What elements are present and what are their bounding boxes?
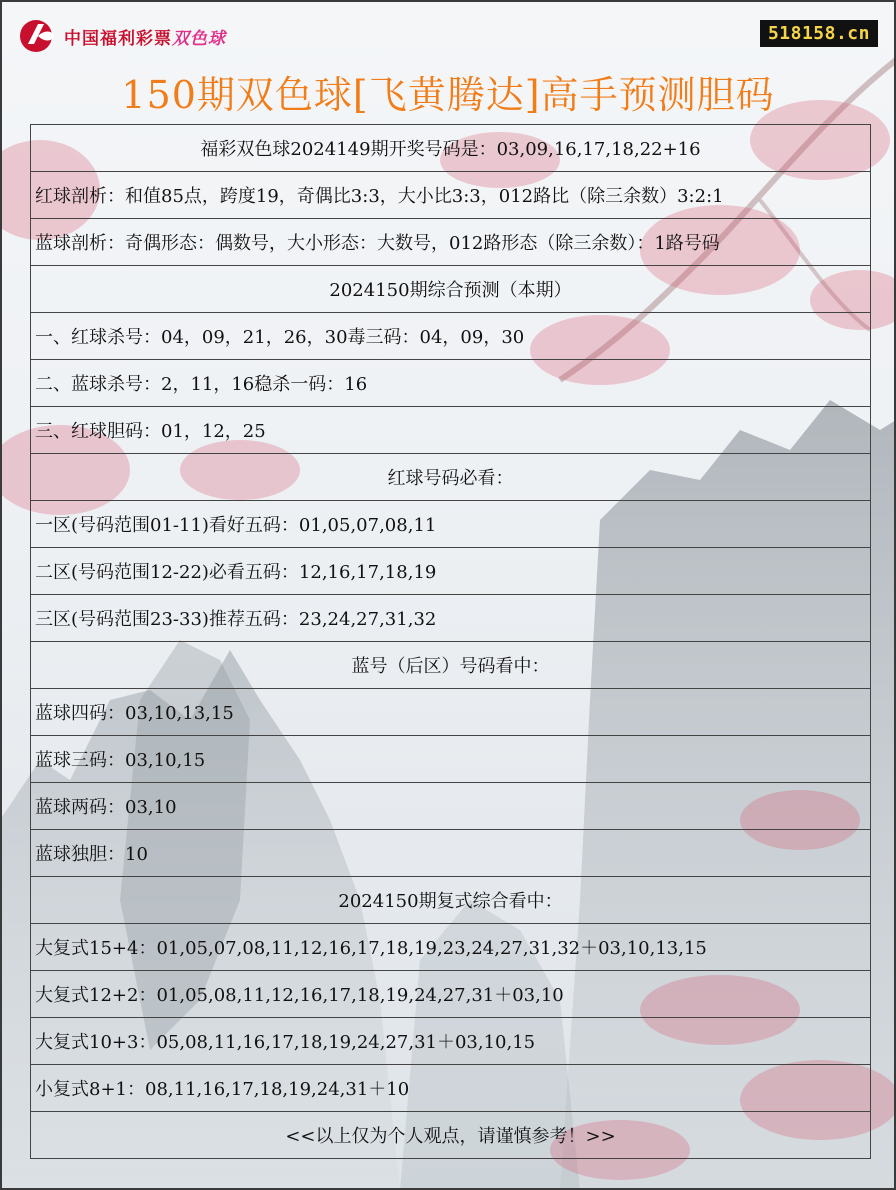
row-text: 三区(号码范围23-33)推荐五码：23,24,27,31,32	[31, 595, 871, 642]
row-text: 红球剖析：和值85点，跨度19，奇偶比3:3，大小比3:3，012路比（除三余数）3:2:1	[31, 172, 871, 219]
row-text: 蓝球三码：03,10,15	[31, 736, 871, 783]
section-header: 红球号码必看：	[31, 454, 871, 501]
row-text: 小复式8+1：08,11,16,17,18,19,24,31＋10	[31, 1065, 871, 1112]
section-header-row	[31, 1112, 871, 1159]
table-row	[31, 830, 871, 877]
section-header-row	[31, 642, 871, 689]
table-row	[31, 1065, 871, 1112]
section-header-row	[31, 125, 871, 172]
row-text: 大复式15+4：01,05,07,08,11,12,16,17,18,19,23,24,27,31,32＋03,10,13,15	[31, 924, 871, 971]
section-header: 蓝号（后区）号码看中：	[31, 642, 871, 689]
row-text: 蓝球四码：03,10,13,15	[31, 689, 871, 736]
table-row	[31, 971, 871, 1018]
row-text: 一区(号码范围01-11)看好五码：01,05,07,08,11	[31, 501, 871, 548]
row-text: 蓝球独胆：10	[31, 830, 871, 877]
table-row	[31, 172, 871, 219]
prediction-table	[30, 124, 871, 1159]
section-header-row	[31, 454, 871, 501]
site-badge[interactable]: 518158.cn	[760, 20, 878, 47]
table-row	[31, 1018, 871, 1065]
section-header-row	[31, 266, 871, 313]
table-row	[31, 360, 871, 407]
row-text: 一、红球杀号：04，09，21，26，30毒三码：04，09，30	[31, 313, 871, 360]
section-header: 2024150期综合预测（本期）	[31, 266, 871, 313]
china-welfare-lottery-logo	[18, 16, 226, 56]
page-title: 150期双色球[飞黄腾达]高手预测胆码	[121, 73, 775, 117]
row-text: 二区(号码范围12-22)必看五码：12,16,17,18,19	[31, 548, 871, 595]
section-header: <<以上仅为个人观点，请谨慎参考！>>	[31, 1112, 871, 1159]
table-row	[31, 689, 871, 736]
section-header: 福彩双色球2024149期开奖号码是：03,09,16,17,18,22+16	[31, 125, 871, 172]
row-text: 大复式12+2：01,05,08,11,12,16,17,18,19,24,27,31＋03,10	[31, 971, 871, 1018]
row-text: 蓝球剖析：奇偶形态：偶数号，大小形态：大数号，012路形态（除三余数）：1路号码	[31, 219, 871, 266]
row-text: 二、蓝球杀号：2，11，16稳杀一码：16	[31, 360, 871, 407]
table-row	[31, 736, 871, 783]
table-row	[31, 783, 871, 830]
table-row	[31, 548, 871, 595]
section-header: 2024150期复式综合看中：	[31, 877, 871, 924]
row-text: 蓝球两码：03,10	[31, 783, 871, 830]
table-row	[31, 313, 871, 360]
row-text: 三、红球胆码：01，12，25	[31, 407, 871, 454]
section-header-row	[31, 877, 871, 924]
table-row	[31, 219, 871, 266]
table-row	[31, 924, 871, 971]
row-text: 大复式10+3：05,08,11,16,17,18,19,24,27,31＋03,10,15	[31, 1018, 871, 1065]
table-row	[31, 595, 871, 642]
table-row	[31, 407, 871, 454]
table-row	[31, 501, 871, 548]
logo-text: 中国福利彩票双色球	[64, 28, 226, 49]
lottery-logo-icon	[18, 16, 62, 56]
